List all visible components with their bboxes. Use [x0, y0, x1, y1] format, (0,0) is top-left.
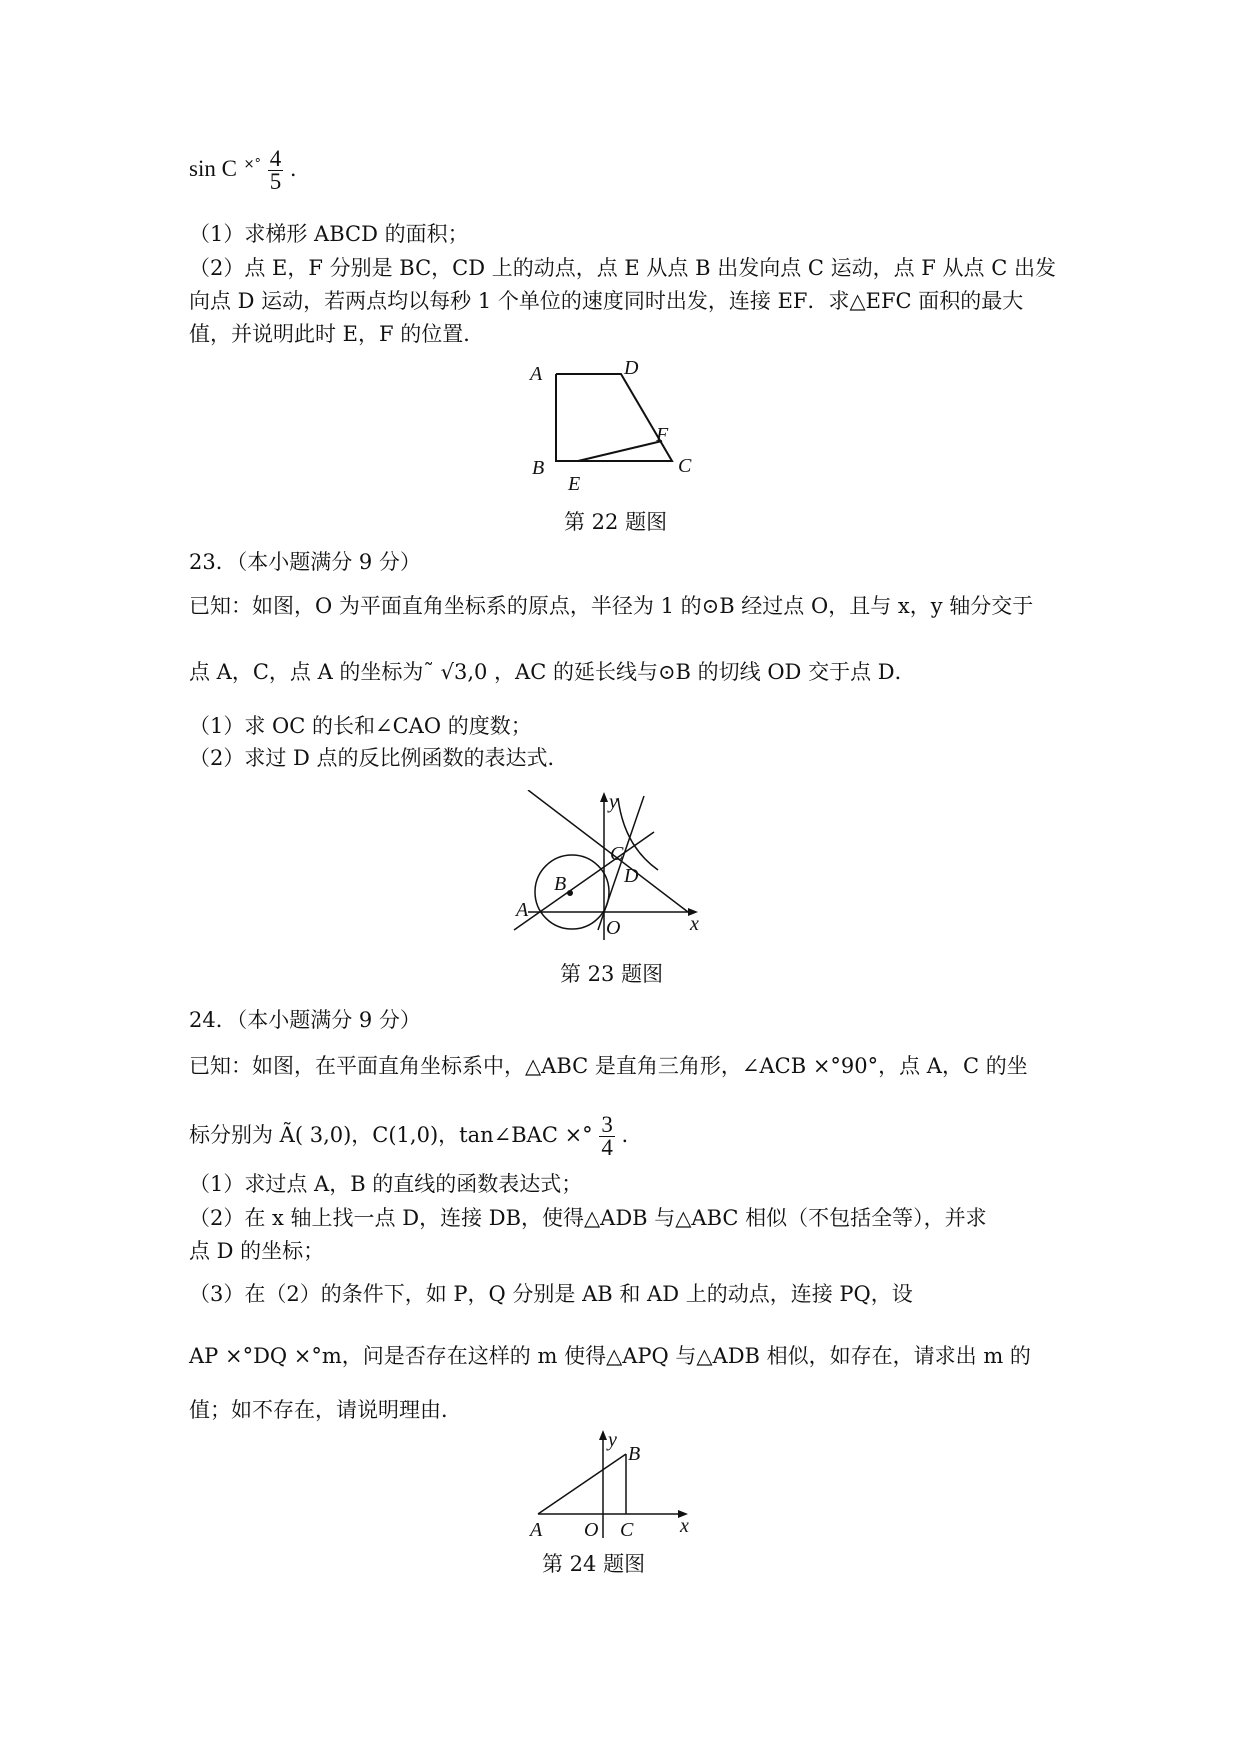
segment-ab — [538, 1454, 626, 1514]
label-b: B — [628, 1443, 641, 1465]
q23-header: 23．（本小题满分 9 分） — [189, 550, 421, 574]
label-y: y — [608, 1429, 617, 1451]
label-x: x — [680, 1515, 689, 1537]
tan-fraction — [599, 1114, 615, 1159]
figure-23-circle-axes — [510, 790, 710, 950]
q22-part2-line1: （2）点 E，F 分别是 BC，CD 上的动点，点 E 从点 B 出发向点 C 运动，点 F 从点 C 出发 — [189, 256, 1056, 280]
q24-line2 — [189, 1114, 628, 1159]
label-d: D — [624, 360, 639, 379]
garbled-equals-glyph: ×° — [243, 157, 262, 172]
figure-24-caption: 第 24 题图 — [542, 1552, 646, 1576]
q24-line1: 已知：如图，在平面直角坐标系中，△ABC 是直角三角形，∠ACB ×°90°，点 A，C 的坐 — [189, 1054, 1028, 1078]
label-e: E — [568, 473, 581, 495]
x-axis — [528, 790, 688, 912]
q24-part3-line2: AP ×°DQ ×°m，问是否存在这样的 m 使得△APQ 与△ADB 相似，如存在，请求出 m 的 — [189, 1344, 1031, 1368]
label-a: A — [530, 1519, 543, 1541]
q23-line2: 点 A，C，点 A 的坐标为˜ √3,0 ，AC 的延长线与⊙B 的切线 OD 交于点 D． — [189, 660, 916, 684]
label-c: C — [610, 843, 624, 865]
y-axis-arrow-icon — [599, 1430, 607, 1440]
trapezoid-abcd — [556, 374, 672, 461]
sin-fraction-numerator: 4 — [269, 146, 282, 171]
label-f: F — [656, 424, 669, 446]
label-c: C — [620, 1519, 634, 1541]
q22-part2-line2: 向点 D 运动，若两点均以每秒 1 个单位的速度同时出发，连接 EF．求△EFC 面积的最大 — [189, 289, 1024, 313]
q23-part1: （1）求 OC 的长和∠CAO 的度数； — [189, 714, 532, 738]
sin-fraction — [268, 148, 284, 193]
figure-23-caption: 第 23 题图 — [560, 962, 664, 986]
tan-fraction-numerator: 3 — [601, 1112, 613, 1137]
q22-sin-condition — [189, 148, 297, 193]
q24-line2-text: 标分别为 Ã( 3,0)，C(1,0)，tan∠BAC ×° — [189, 1123, 593, 1147]
label-d: D — [624, 865, 639, 887]
label-y: y — [609, 791, 618, 813]
sin-lhs: sin C — [189, 156, 237, 181]
sin-fraction-denominator: 5 — [269, 169, 282, 194]
q24-line2-end: . — [621, 1123, 629, 1147]
q23-part2: （2）求过 D 点的反比例函数的表达式． — [189, 746, 569, 770]
q23-line1: 已知：如图，O 为平面直角坐标系的原点，半径为 1 的⊙B 经过点 O，且与 x，y 轴分交于 — [189, 594, 1034, 618]
tan-fraction-denominator: 4 — [601, 1135, 613, 1160]
q24-part2-line2: 点 D 的坐标； — [189, 1239, 325, 1263]
q24-header: 24．（本小题满分 9 分） — [189, 1008, 421, 1032]
label-a: A — [516, 899, 529, 921]
q24-part3-line3: 值；如不存在，请说明理由． — [189, 1398, 462, 1422]
q24-part3-line1: （3）在（2）的条件下，如 P，Q 分别是 AB 和 AD 上的动点，连接 PQ，设 — [189, 1282, 913, 1306]
label-c: C — [678, 455, 692, 477]
sin-end: . — [289, 157, 297, 181]
q22-part2-line3: 值，并说明此时 E，F 的位置． — [189, 322, 485, 346]
figure-24-triangle-axes — [520, 1428, 700, 1544]
label-b: B — [532, 457, 545, 479]
q24-part2-line1: （2）在 x 轴上找一点 D，连接 DB，使得△ADB 与△ABC 相似（不包括全等），并求 — [189, 1206, 987, 1230]
segment-ef — [578, 441, 662, 461]
label-a: A — [530, 363, 543, 385]
figure-22-caption: 第 22 题图 — [564, 510, 668, 534]
y-axis-arrow-icon — [600, 792, 608, 802]
label-o: O — [584, 1519, 599, 1541]
q24-part1: （1）求过点 A，B 的直线的函数表达式； — [189, 1172, 583, 1196]
label-o: O — [606, 917, 621, 939]
label-b: B — [554, 873, 567, 895]
label-x: x — [690, 913, 699, 935]
figure-22-trapezoid — [520, 360, 700, 500]
q22-part1: （1）求梯形 ABCD 的面积； — [189, 222, 469, 246]
